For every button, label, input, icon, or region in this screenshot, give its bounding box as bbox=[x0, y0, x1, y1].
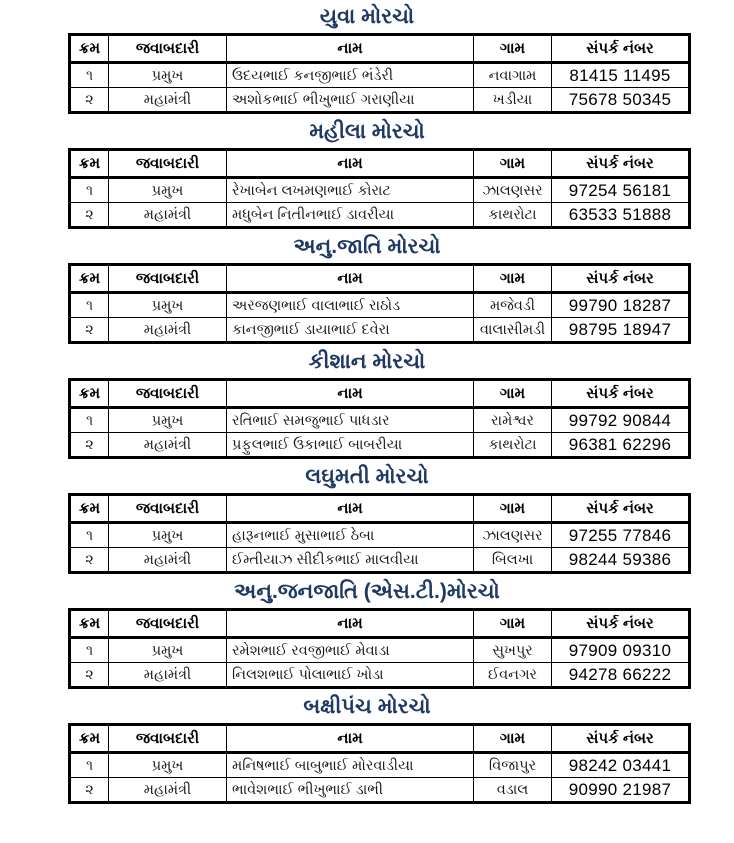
section-title: મહીલા મોરચો bbox=[309, 120, 425, 143]
table-row bbox=[70, 753, 690, 778]
col-header-javabdari: જવાબદારી bbox=[109, 725, 227, 753]
cell-gaam: બિલખા bbox=[474, 548, 552, 573]
section-laghumati-morcho bbox=[0, 464, 734, 574]
cell-kram: ૨ bbox=[70, 88, 109, 113]
cell-naam: નિલશભાઈ પોલાભાઈ ખોડા bbox=[227, 663, 474, 688]
col-header-gaam: ગામ bbox=[474, 265, 552, 293]
col-header-sampark-number: સંપર્ક નંબર bbox=[552, 495, 690, 523]
cell-gaam: વાલાસીમડી bbox=[474, 318, 552, 343]
col-header-gaam: ગામ bbox=[474, 380, 552, 408]
col-header-kram: ક્રમ bbox=[70, 380, 109, 408]
col-header-sampark-number: સંપર્ક નંબર bbox=[552, 725, 690, 753]
cell-javabdari: મહામંત્રી bbox=[109, 88, 227, 113]
cell-naam: મધુબેન નિતીનભાઈ ડાવરીયા bbox=[227, 203, 474, 228]
cell-contact-number: 90990 21987 bbox=[552, 778, 690, 803]
col-header-javabdari: જવાબદારી bbox=[109, 150, 227, 178]
col-header-sampark-number: સંપર્ક નંબર bbox=[552, 265, 690, 293]
cell-kram: ૧ bbox=[70, 753, 109, 778]
col-header-javabdari: જવાબદારી bbox=[109, 380, 227, 408]
cell-naam: રમેશભાઈ રવજીભાઈ મેવાડા bbox=[227, 638, 474, 663]
col-header-kram: ક્રમ bbox=[70, 265, 109, 293]
section-title: લઘુમતી મોરચો bbox=[305, 465, 429, 488]
section-anu-janjati-st-morcho bbox=[0, 579, 734, 689]
col-header-javabdari: જવાબદારી bbox=[109, 35, 227, 63]
col-header-gaam: ગામ bbox=[474, 35, 552, 63]
cell-kram: ૧ bbox=[70, 178, 109, 203]
col-header-kram: ક્રમ bbox=[70, 35, 109, 63]
roster-table bbox=[68, 723, 691, 804]
header-row bbox=[70, 725, 690, 753]
table-row bbox=[70, 548, 690, 573]
section-kishan-morcho bbox=[0, 349, 734, 459]
header-row bbox=[70, 35, 690, 63]
table-row bbox=[70, 88, 690, 113]
col-header-naam: નામ bbox=[227, 380, 474, 408]
col-header-sampark-number: સંપર્ક નંબર bbox=[552, 380, 690, 408]
cell-gaam: કાથરોટા bbox=[474, 203, 552, 228]
section-title: કીશાન મોરચો bbox=[308, 350, 426, 373]
cell-javabdari: મહામંત્રી bbox=[109, 433, 227, 458]
cell-javabdari: મહામંત્રી bbox=[109, 778, 227, 803]
cell-javabdari: મહામંત્રી bbox=[109, 203, 227, 228]
cell-kram: ૨ bbox=[70, 433, 109, 458]
col-header-kram: ક્રમ bbox=[70, 610, 109, 638]
cell-kram: ૨ bbox=[70, 318, 109, 343]
col-header-naam: નામ bbox=[227, 725, 474, 753]
section-title: અનુ.જનજાતિ (એસ.ટી.)મોરચો bbox=[234, 580, 500, 603]
table-row bbox=[70, 203, 690, 228]
cell-contact-number: 94278 66222 bbox=[552, 663, 690, 688]
col-header-naam: નામ bbox=[227, 35, 474, 63]
cell-contact-number: 81415 11495 bbox=[552, 63, 690, 88]
col-header-kram: ક્રમ bbox=[70, 150, 109, 178]
col-header-kram: ક્રમ bbox=[70, 495, 109, 523]
cell-contact-number: 96381 62296 bbox=[552, 433, 690, 458]
cell-naam: મનિષભાઈ બાબુભાઈ મોરવાડીયા bbox=[227, 753, 474, 778]
cell-kram: ૧ bbox=[70, 408, 109, 433]
cell-kram: ૧ bbox=[70, 293, 109, 318]
col-header-javabdari: જવાબદારી bbox=[109, 495, 227, 523]
cell-gaam: ઈવનગર bbox=[474, 663, 552, 688]
col-header-sampark-number: સંપર્ક નંબર bbox=[552, 610, 690, 638]
header-row bbox=[70, 495, 690, 523]
section-title: બક્ષીપંચ મોરચો bbox=[303, 695, 431, 718]
cell-contact-number: 75678 50345 bbox=[552, 88, 690, 113]
col-header-naam: નામ bbox=[227, 610, 474, 638]
roster-table bbox=[68, 33, 691, 114]
roster-table bbox=[68, 493, 691, 574]
col-header-naam: નામ bbox=[227, 265, 474, 293]
cell-gaam: ઝાલણસર bbox=[474, 523, 552, 548]
table-row bbox=[70, 178, 690, 203]
cell-naam: ઈમ્તીયાઝ સીદીકભાઈ માલવીયા bbox=[227, 548, 474, 573]
cell-contact-number: 97254 56181 bbox=[552, 178, 690, 203]
table-row bbox=[70, 293, 690, 318]
table-row bbox=[70, 778, 690, 803]
cell-gaam: મજેવડી bbox=[474, 293, 552, 318]
cell-javabdari: પ્રમુખ bbox=[109, 638, 227, 663]
cell-contact-number: 98795 18947 bbox=[552, 318, 690, 343]
col-header-sampark-number: સંપર્ક નંબર bbox=[552, 150, 690, 178]
cell-naam: અરજણભાઈ વાલાભાઈ રાઠોડ bbox=[227, 293, 474, 318]
roster-table bbox=[68, 263, 691, 344]
cell-contact-number: 99792 90844 bbox=[552, 408, 690, 433]
col-header-sampark-number: સંપર્ક નંબર bbox=[552, 35, 690, 63]
table-row bbox=[70, 638, 690, 663]
col-header-gaam: ગામ bbox=[474, 610, 552, 638]
table-row bbox=[70, 433, 690, 458]
header-row bbox=[70, 380, 690, 408]
cell-javabdari: મહામંત્રી bbox=[109, 663, 227, 688]
header-row bbox=[70, 265, 690, 293]
cell-gaam: વિજાપુર bbox=[474, 753, 552, 778]
cell-javabdari: પ્રમુખ bbox=[109, 293, 227, 318]
col-header-gaam: ગામ bbox=[474, 150, 552, 178]
cell-naam: કાનજીભાઈ ડાયાભાઈ દવેરા bbox=[227, 318, 474, 343]
section-title: અનુ.જાતિ મોરચો bbox=[293, 235, 441, 258]
cell-kram: ૨ bbox=[70, 203, 109, 228]
cell-javabdari: મહામંત્રી bbox=[109, 318, 227, 343]
cell-contact-number: 98242 03441 bbox=[552, 753, 690, 778]
cell-kram: ૧ bbox=[70, 638, 109, 663]
cell-naam: રેખાબેન લખમણભાઈ કોરાટ bbox=[227, 178, 474, 203]
cell-naam: રતિભાઈ સમજુભાઈ પાધડાર bbox=[227, 408, 474, 433]
cell-javabdari: પ્રમુખ bbox=[109, 523, 227, 548]
roster-table bbox=[68, 608, 691, 689]
cell-kram: ૧ bbox=[70, 63, 109, 88]
section-title: યુવા મોરચો bbox=[319, 5, 415, 28]
table-row bbox=[70, 408, 690, 433]
cell-gaam: સુખપુર bbox=[474, 638, 552, 663]
cell-javabdari: પ્રમુખ bbox=[109, 63, 227, 88]
section-mahila-morcho bbox=[0, 119, 734, 229]
table-row bbox=[70, 523, 690, 548]
col-header-kram: ક્રમ bbox=[70, 725, 109, 753]
header-row bbox=[70, 150, 690, 178]
cell-contact-number: 97909 09310 bbox=[552, 638, 690, 663]
roster-table bbox=[68, 378, 691, 459]
cell-contact-number: 98244 59386 bbox=[552, 548, 690, 573]
col-header-javabdari: જવાબદારી bbox=[109, 610, 227, 638]
cell-naam: ભાવેશભાઈ ભીખુભાઈ ડાભી bbox=[227, 778, 474, 803]
cell-gaam: ઝાલણસર bbox=[474, 178, 552, 203]
cell-kram: ૧ bbox=[70, 523, 109, 548]
cell-javabdari: પ્રમુખ bbox=[109, 408, 227, 433]
cell-javabdari: પ્રમુખ bbox=[109, 753, 227, 778]
cell-gaam: કાથરોટા bbox=[474, 433, 552, 458]
cell-gaam: નવાગામ bbox=[474, 63, 552, 88]
col-header-gaam: ગામ bbox=[474, 725, 552, 753]
cell-contact-number: 97255 77846 bbox=[552, 523, 690, 548]
cell-naam: હારૂનભાઈ મુસાભાઈ ઠેબા bbox=[227, 523, 474, 548]
cell-naam: પ્રફુલભાઈ ઉકાભાઈ બાબરીયા bbox=[227, 433, 474, 458]
header-row bbox=[70, 610, 690, 638]
cell-contact-number: 63533 51888 bbox=[552, 203, 690, 228]
col-header-javabdari: જવાબદારી bbox=[109, 265, 227, 293]
table-row bbox=[70, 63, 690, 88]
section-yuva-morcho bbox=[0, 4, 734, 114]
cell-kram: ૨ bbox=[70, 778, 109, 803]
cell-kram: ૨ bbox=[70, 548, 109, 573]
cell-naam: ઉદયભાઈ કનજીભાઈ ભંડેરી bbox=[227, 63, 474, 88]
table-row bbox=[70, 663, 690, 688]
section-bakshipanch-morcho bbox=[0, 694, 734, 804]
col-header-naam: નામ bbox=[227, 495, 474, 523]
cell-javabdari: મહામંત્રી bbox=[109, 548, 227, 573]
cell-gaam: ખડીયા bbox=[474, 88, 552, 113]
cell-contact-number: 99790 18287 bbox=[552, 293, 690, 318]
section-anu-jati-morcho bbox=[0, 234, 734, 344]
cell-gaam: વડાલ bbox=[474, 778, 552, 803]
roster-table bbox=[68, 148, 691, 229]
table-row bbox=[70, 318, 690, 343]
cell-javabdari: પ્રમુખ bbox=[109, 178, 227, 203]
cell-kram: ૨ bbox=[70, 663, 109, 688]
cell-naam: અશોકભાઈ ભીખુભાઈ ગરાણીયા bbox=[227, 88, 474, 113]
cell-gaam: રામેશ્વર bbox=[474, 408, 552, 433]
col-header-gaam: ગામ bbox=[474, 495, 552, 523]
col-header-naam: નામ bbox=[227, 150, 474, 178]
